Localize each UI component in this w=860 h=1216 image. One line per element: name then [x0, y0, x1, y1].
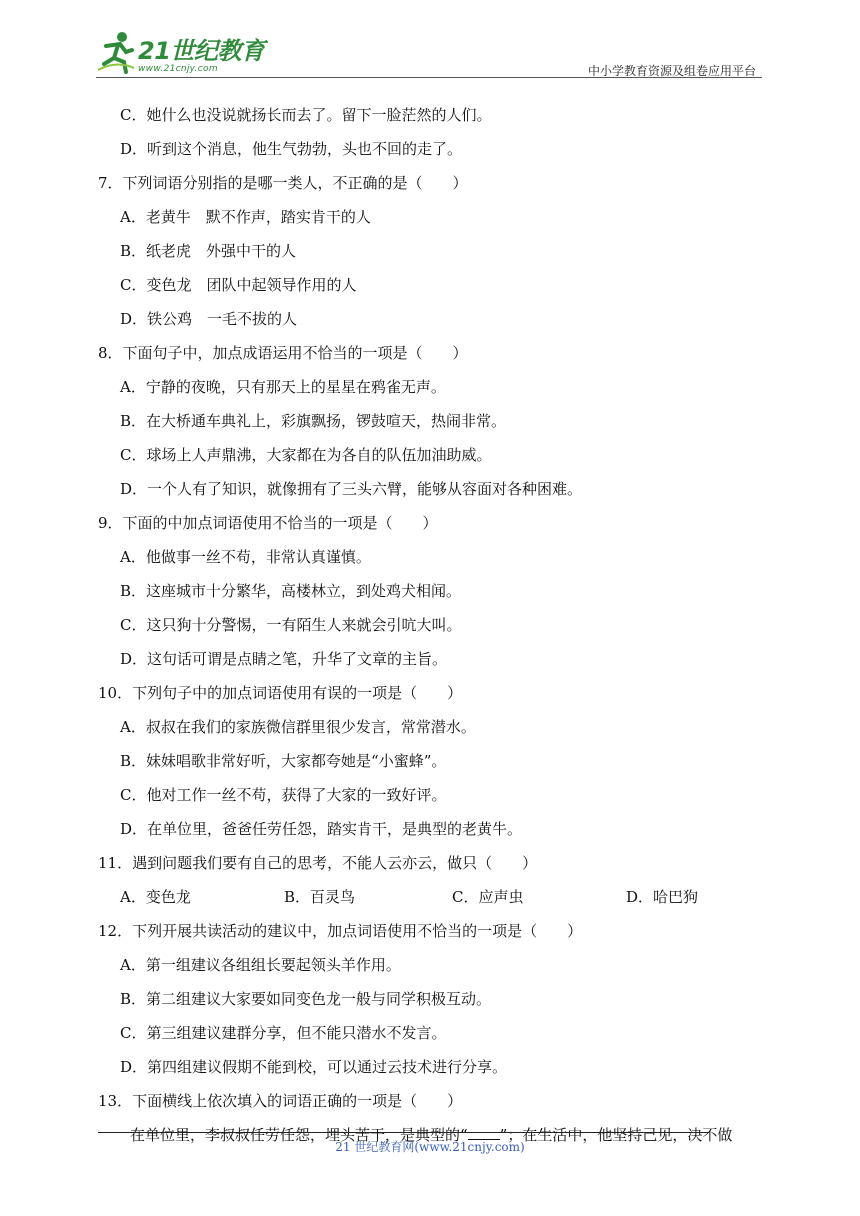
option-line: A．叔叔在我们的家族微信群里很少发言，常常潜水。 [120, 718, 476, 736]
question-stem: 7．下列词语分别指的是哪一类人，不正确的是（ ） [98, 174, 468, 192]
option-c: C．应声虫 [452, 888, 524, 906]
q13-passage-part-a: 在单位里，李叔叔任劳任怨，埋头苦干，是典型的“ [130, 1126, 468, 1144]
option-line: A．老黄牛 默不作声，踏实肯干的人 [120, 208, 371, 226]
option-line: C．她什么也没说就扬长而去了。留下一脸茫然的人们。 [120, 106, 492, 124]
question-stem: 8．下面句子中，加点成语运用不恰当的一项是（ ） [98, 344, 468, 362]
option-line: B．纸老虎 外强中干的人 [120, 242, 297, 260]
option-d: D．哈巴狗 [626, 888, 699, 906]
page-footer: 21 世纪教育网(www.21cnjy.com) [335, 1140, 525, 1154]
option-line: D．铁公鸡 一毛不拔的人 [120, 310, 298, 328]
page-header [96, 30, 760, 78]
option-line: A．第一组建议各组组长要起领头羊作用。 [120, 956, 401, 974]
site-logo [96, 30, 264, 74]
option-line: C．变色龙 团队中起领导作用的人 [120, 276, 357, 294]
logo-wordmark: 21世纪教育 [138, 37, 265, 65]
option-line: D．这句话可谓是点睛之笔，升华了文章的主旨。 [120, 650, 448, 668]
option-line: A．他做事一丝不苟，非常认真谨慎。 [120, 548, 371, 566]
option-line: B．这座城市十分繁华，高楼林立，到处鸡犬相闻。 [120, 582, 462, 600]
option-line: C．第三组建议建群分享，但不能只潜水不发言。 [120, 1024, 447, 1042]
header-divider [96, 77, 762, 78]
option-line: B．第二组建议大家要如同变色龙一般与同学积极互动。 [120, 990, 492, 1008]
option-line: C．球场上人声鼎沸，大家都在为各自的队伍加油助威。 [120, 446, 492, 464]
question-stem: 12．下列开展共读活动的建议中，加点词语使用不恰当的一项是（ ） [98, 922, 583, 940]
q11-options-row [98, 880, 768, 914]
question-stem: 10．下列句子中的加点词语使用有误的一项是（ ） [98, 684, 463, 702]
option-a: A．变色龙 [120, 888, 191, 906]
option-line: C．这只狗十分警惕，一有陌生人来就会引吭大叫。 [120, 616, 462, 634]
footer-divider [98, 1132, 708, 1133]
question-stem: 11．遇到问题我们要有自己的思考，不能人云亦云，做只（ ） [98, 854, 538, 872]
option-b: B．百灵鸟 [284, 888, 356, 906]
option-line: B．妹妹唱歌非常好听，大家都夸她是“小蜜蜂”。 [120, 752, 447, 770]
runner-logo-icon [96, 30, 136, 74]
option-line: D．一个人有了知识，就像拥有了三头六臂，能够从容面对各种困难。 [120, 480, 583, 498]
option-line: C．他对工作一丝不苟，获得了大家的一致好评。 [120, 786, 447, 804]
option-line: D．第四组建议假期不能到校，可以通过云技术进行分享。 [120, 1058, 508, 1076]
logo-url: www.21cnjy.com [138, 64, 218, 74]
option-line: A．宁静的夜晚，只有那天上的星星在鸦雀无声。 [120, 378, 446, 396]
option-line: D．听到这个消息，他生气勃勃，头也不回的走了。 [120, 140, 463, 158]
option-line: B．在大桥通车典礼上，彩旗飘扬，锣鼓喧天，热闹非常。 [120, 412, 507, 430]
option-line: D．在单位里，爸爸任劳任怨，踏实肯干，是典型的老黄牛。 [120, 820, 523, 838]
q13-passage-part-b: ”；在生活中，他坚持己见，决不做 [499, 1126, 733, 1144]
question-content [98, 98, 768, 1152]
question-stem: 9．下面的中加点词语使用不恰当的一项是（ ） [98, 514, 438, 532]
platform-label: 中小学教育资源及组卷应用平台 [587, 64, 756, 78]
question-stem: 13．下面横线上依次填入的词语正确的一项是（ ） [98, 1092, 463, 1110]
